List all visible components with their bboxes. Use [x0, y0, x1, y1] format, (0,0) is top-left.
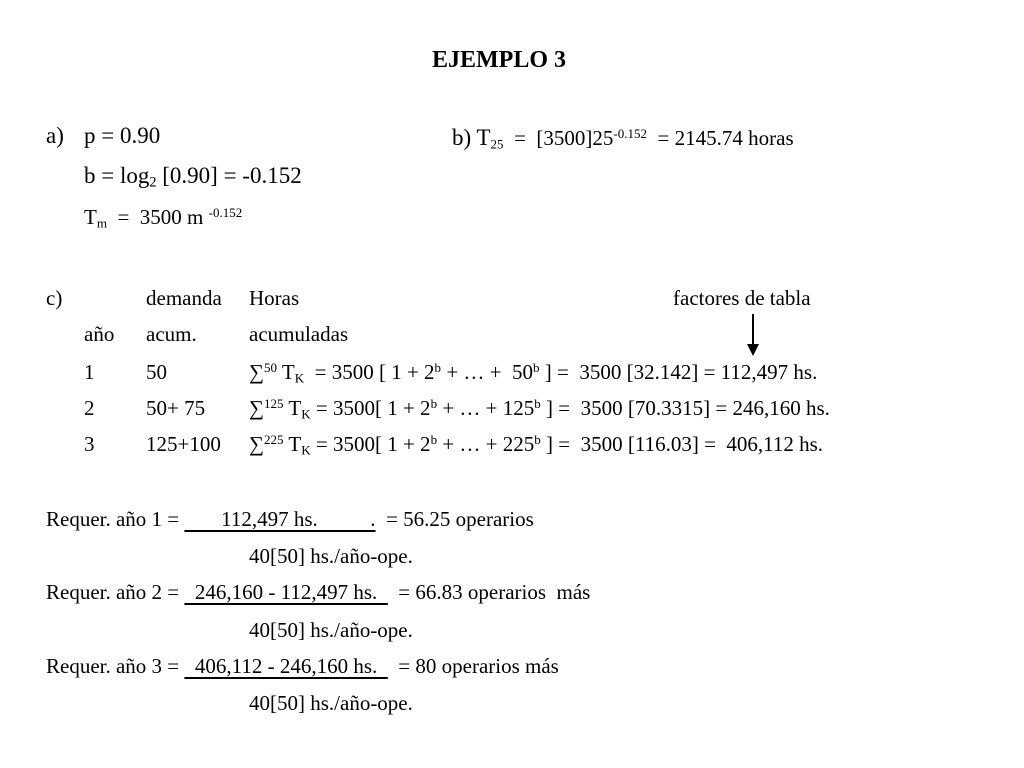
page-title: EJEMPLO 3 — [432, 47, 567, 73]
row-year: 1 — [84, 360, 95, 384]
down-arrow-icon — [745, 314, 761, 356]
row-formula: ∑$^{125}$ $T_K = 3500$[ $1 + 2^b$ + … + $125^b$ ] = 3500 [70.3315] = 246,160 hs. — [249, 395, 830, 422]
header-demanda: demanda — [146, 286, 222, 310]
part-b-equation: b) $T_{25} = [3500]25^{-0.152} = 2145.74$ horas — [452, 125, 794, 152]
header-horas: Horas — [249, 286, 300, 310]
row-demand: 50 — [146, 360, 167, 384]
row-year: 3 — [84, 432, 95, 456]
row-demand: 125+100 — [146, 432, 221, 456]
part-a-label: a) — [46, 123, 64, 148]
requirement-denominator: 40[50] hs./año-ope. — [249, 544, 413, 568]
part-a-line1: p = 0.90 — [84, 123, 161, 148]
row-demand: 50+ 75 — [146, 396, 206, 420]
header-acumuladas: acumuladas — [249, 322, 349, 346]
row-formula: ∑$^{50}$ $T_K = 3500$ [ $1 + 2^b$ + … + 50$^b$ ] = 3500 [32.142] = 112,497 hs. — [249, 359, 818, 386]
part-a-line2: $b = \log_2 [0.90] = -0.152$ — [84, 163, 302, 191]
part-a-line3: $T_m = 3500$ m $^{-0.152}$ — [84, 204, 243, 231]
requirement-line: Requer. año 3 = 406,112 - 246,160 hs. = 80 operarios más — [46, 654, 559, 678]
header-anio: año — [84, 322, 115, 346]
part-c-label: c) — [46, 286, 63, 310]
requirement-line: Requer. año 1 = 112,497 hs. . = 56.25 operarios — [46, 507, 534, 531]
header-acum: acum. — [146, 322, 197, 346]
row-year: 2 — [84, 396, 95, 420]
header-factores: factores de tabla — [673, 286, 811, 310]
row-formula: ∑$^{225}$ $T_K = 3500$[ $1 + 2^b$ + … + $225^b$ ] = 3500 [116.03] = 406,112 hs. — [249, 431, 824, 458]
requirement-denominator: 40[50] hs./año-ope. — [249, 691, 413, 715]
requirement-denominator: 40[50] hs./año-ope. — [249, 618, 413, 642]
requirement-line: Requer. año 2 = 246,160 - 112,497 hs. = 66.83 operarios más — [46, 580, 591, 604]
